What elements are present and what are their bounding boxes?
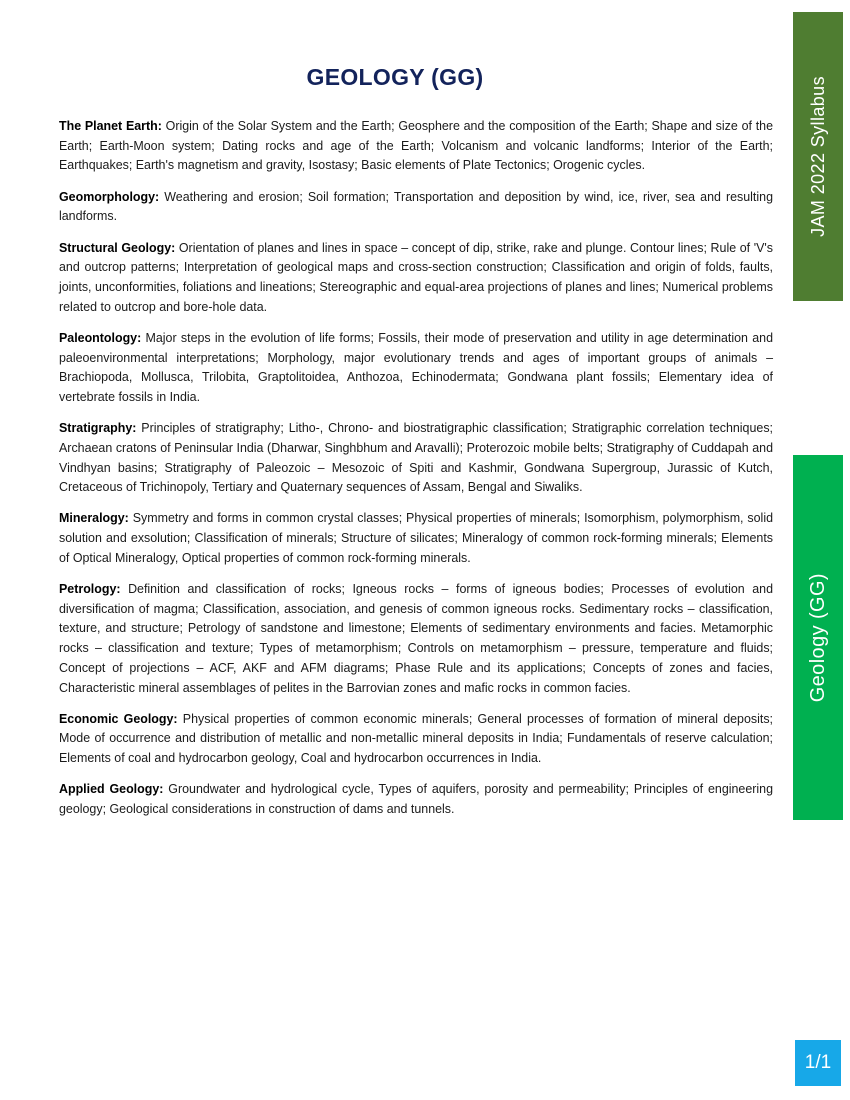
syllabus-section-body: Major steps in the evolution of life forms; Fossils, their mode of preservation and utility in age determination and paleoenvironmental interpretations; Morphology, major evolutionary trends and ages of important groups of animals – Brachiopoda, Mollusca, Trilobita, Graptolitoidea, Anthozoa, Echinodermata; Gondwana plant fossils; Elementary idea of vertebrate fossils in India. [59, 330, 773, 404]
syllabus-section-heading: Economic Geology: [59, 711, 178, 726]
syllabus-section-body: Definition and classification of rocks; Igneous rocks – forms of igneous bodies; Processes of evolution and diversification of magma; Classification, association, and genesis of common igneous rocks. Sedimentary rocks – classification, texture, and structure; Petrology of sandstone and limestone; Elements of sedimentary environments and facies. Metamorphic rocks – classification and texture; Types of metamorphism; Controls on metamorphism – pressure, temperature and fluids; Concept of projections – ACF, AKF and AFM diagrams; Phase Rule and its applications; Concepts of zones and facies, Characteristic mineral assemblages of pelites in the Barrovian zones and mafic rocks in common facies. [59, 582, 773, 695]
syllabus-section-body: Physical properties of common economic minerals; General processes of formation of mineral deposits; Mode of occurrence and distribution of metallic and non-metallic mineral deposits in India; Fundamentals of reserve calculation; Elements of coal and hydrocarbon geology, Coal and hydrocarbon occurrences in India. [59, 711, 774, 766]
syllabus-section-body: Principles of stratigraphy; Litho-, Chrono- and biostratigraphic classification; Stratigraphic correlation techniques; Archaean cratons of Peninsular India (Dharwar, Singhbhum and Aravalli); Proterozoic mobile belts; Stratigraphy of Cuddapah and Vindhyan basins; Stratigraphy of Paleozoic – Mesozoic of Spiti and Kashmir, Gondwana Supergroup, Jurassic of Kutch, Cretaceous of Trichinopoly, Tertiary and Quaternary sequences of Assam, Bengal and Siwaliks. [59, 421, 773, 495]
syllabus-section [59, 419, 773, 498]
page-indicator-label: 1/1 [804, 1052, 832, 1073]
syllabus-section-body: Symmetry and forms in common crystal classes; Physical properties of minerals; Isomorphism, polymorphism, solid solution and exsolution; Classification of minerals; Structure of silicates; Mineralogy of common rock-forming minerals; Elements of Optical Mineralogy, Optical properties of common rock-forming minerals. [59, 511, 773, 565]
rail-tab-syllabus[interactable] [793, 12, 843, 301]
syllabus-section [59, 329, 773, 408]
syllabus-section [59, 580, 773, 698]
syllabus-section [59, 117, 773, 176]
syllabus-section-body: Origin of the Solar System and the Earth; Geosphere and the composition of the Earth; Shape and size of the Earth; Earth-Moon system; Dating rocks and age of the Earth; Volcanism and volcanic landforms; Interior of the Earth; Earthquakes; Earth's magnetism and gravity, Isostasy; Basic elements of Plate Tectonics; Orogenic cycles. [59, 119, 773, 173]
rail-tab-subject-label: Geology (GG) [806, 572, 829, 703]
syllabus-section-body: Groundwater and hydrological cycle, Types of aquifers, porosity and permeability; Principles of engineering geology; Geological considerations in construction of dams and tunnels. [59, 782, 773, 817]
syllabus-section-body: Weathering and erosion; Soil formation; Transportation and deposition by wind, ice, river, sea and resulting landforms. [59, 189, 773, 224]
syllabus-section [59, 710, 773, 769]
syllabus-section-heading: Paleontology: [59, 330, 142, 345]
page-title: GEOLOGY (GG) [306, 64, 484, 91]
syllabus-section-body: Orientation of planes and lines in space – concept of dip, strike, rake and plunge. Contour lines; Rule of 'V's and outcrop patterns; Interpretation of geological maps and cross-section construction; Classification and origin of folds, faults, joints, unconformities, foliations and lineations; Stereographic and equal-area projections of planes and lines; Numerical problems related to outcrop and bore-hole data. [59, 240, 773, 314]
syllabus-section [59, 509, 773, 568]
syllabus-section-heading: Structural Geology: [59, 240, 176, 255]
syllabus-section-heading: Mineralogy: [59, 511, 129, 526]
page-indicator[interactable] [795, 1040, 841, 1086]
syllabus-section [59, 239, 773, 318]
syllabus-section-heading: Stratigraphy: [59, 421, 137, 436]
syllabus-section-heading: Applied Geology: [59, 782, 164, 797]
rail-tab-syllabus-label: JAM 2022 Syllabus [807, 76, 828, 237]
syllabus-content [59, 117, 773, 820]
syllabus-section-heading: Petrology: [59, 582, 121, 597]
syllabus-section-heading: The Planet Earth: [59, 119, 162, 133]
rail-tab-subject[interactable] [793, 455, 843, 820]
syllabus-section [59, 188, 773, 227]
syllabus-section [59, 780, 773, 819]
syllabus-section-heading: Geomorphology: [59, 189, 160, 204]
